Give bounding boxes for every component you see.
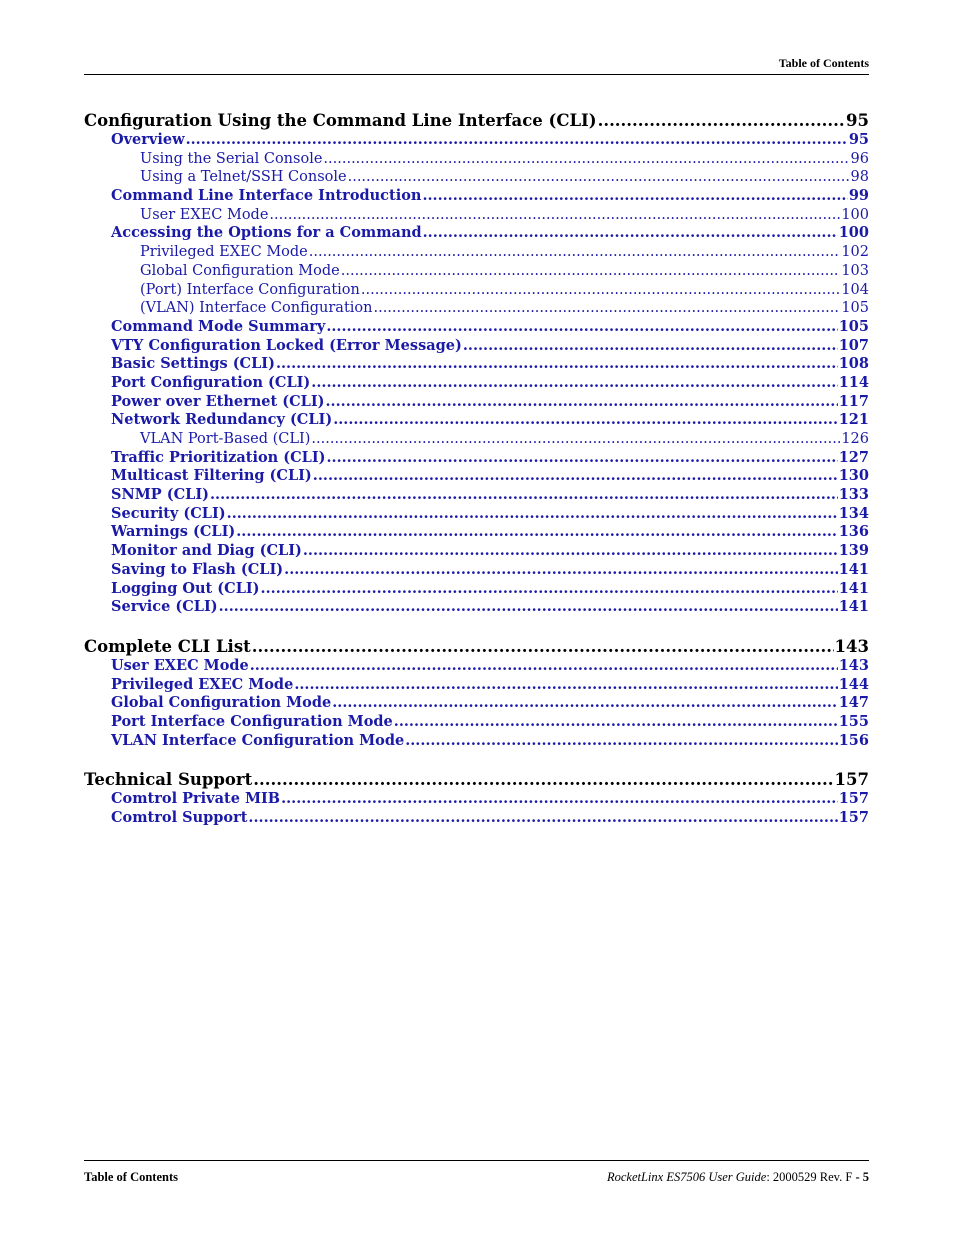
toc-entry-title[interactable]: Privileged EXEC Mode — [140, 244, 308, 261]
toc-entry-page[interactable]: 100 — [838, 224, 869, 242]
toc-section-entry[interactable] — [84, 505, 869, 524]
toc-dot-leader — [373, 299, 840, 318]
toc-section-entry[interactable] — [84, 598, 869, 617]
toc-subsection-entry[interactable] — [84, 206, 869, 225]
toc-subsection-entry[interactable] — [84, 150, 869, 169]
toc-entry-page[interactable]: 127 — [838, 448, 869, 466]
toc-entry-page[interactable]: 133 — [838, 486, 869, 504]
footer-section-label: Table of Contents — [84, 1170, 178, 1184]
toc-entry-title[interactable]: Warnings (CLI) — [111, 523, 236, 541]
toc-entry-title: Configuration Using the Command Line Interface (CLI) — [84, 111, 597, 130]
toc-dot-leader — [253, 770, 833, 790]
footer-divider — [84, 1160, 869, 1161]
toc-entry-title: Technical Support — [84, 770, 253, 790]
toc-entry-title[interactable]: Port Configuration (CLI) — [111, 373, 311, 391]
toc-entry-title[interactable]: Using a Telnet/SSH Console — [140, 169, 347, 186]
toc-entry-title[interactable]: Power over Ethernet (CLI) — [111, 392, 325, 410]
toc-entry-page[interactable]: 141 — [838, 598, 869, 616]
toc-entry-page[interactable]: 157 — [838, 809, 869, 826]
toc-entry-title[interactable]: Privileged EXEC Mode — [111, 675, 294, 693]
toc-section-entry[interactable] — [84, 561, 869, 580]
toc-dot-leader — [311, 374, 837, 393]
toc-subsection-entry[interactable] — [84, 299, 869, 318]
toc-entry-page[interactable]: 100 — [841, 206, 869, 223]
toc-entry-page[interactable]: 130 — [838, 467, 869, 485]
toc-entry-page: 143 — [834, 636, 869, 656]
toc-dot-leader — [348, 168, 850, 187]
toc-entry-page[interactable]: 98 — [850, 169, 869, 186]
toc-entry-page[interactable]: 114 — [838, 373, 869, 391]
toc-entry-page[interactable]: 139 — [838, 542, 869, 560]
toc-entry-title[interactable]: Comtrol Private MIB — [111, 790, 281, 808]
toc-dot-leader — [252, 637, 834, 657]
toc-dot-leader — [294, 676, 837, 695]
toc-section-entry[interactable] — [84, 393, 869, 412]
toc-entry-title[interactable]: Global Configuration Mode — [140, 262, 340, 279]
toc-dot-leader — [326, 449, 837, 468]
toc-dot-leader — [341, 262, 841, 281]
toc-entry-title[interactable]: Using the Serial Console — [140, 150, 323, 167]
toc-section-entry[interactable] — [84, 542, 869, 561]
toc-dot-leader — [313, 467, 838, 486]
toc-dot-leader — [598, 111, 845, 131]
toc-dot-leader — [281, 790, 838, 809]
toc-section-entry[interactable] — [84, 318, 869, 337]
toc-dot-leader — [333, 411, 838, 430]
toc-section-entry[interactable] — [84, 523, 869, 542]
toc-dot-leader — [326, 393, 838, 412]
toc-subsection-entry[interactable] — [84, 430, 869, 449]
toc-dot-leader — [261, 580, 838, 599]
toc-entry-title[interactable]: Port Interface Configuration Mode — [111, 712, 393, 730]
toc-entry-title[interactable]: VLAN Interface Configuration Mode — [111, 731, 405, 749]
toc-entry-page[interactable]: 157 — [838, 790, 869, 808]
toc-entry-title[interactable]: Multicast Filtering (CLI) — [111, 467, 312, 485]
toc-entry-page[interactable]: 143 — [838, 656, 869, 674]
toc-entry-page[interactable]: 136 — [838, 523, 869, 541]
toc-section-entry[interactable] — [84, 732, 869, 751]
toc-section-entry[interactable] — [84, 224, 869, 243]
toc-entry-title[interactable]: User EXEC Mode — [140, 206, 269, 223]
toc-entry-title: Complete CLI List — [84, 636, 251, 656]
toc-dot-leader — [326, 318, 837, 337]
toc-entry-page[interactable]: 96 — [850, 150, 869, 167]
toc-entry-title[interactable]: Network Redundancy (CLI) — [111, 411, 333, 429]
toc-entry-title[interactable]: Overview — [111, 131, 185, 148]
toc-entry-title[interactable]: (Port) Interface Configuration — [140, 281, 360, 298]
toc-entry-page[interactable]: 141 — [838, 579, 869, 597]
toc-entry-title[interactable]: Accessing the Options for a Command — [111, 224, 422, 242]
toc-dot-leader — [463, 337, 838, 356]
footer-product: RocketLinx ES7506 — [606, 1170, 706, 1184]
toc-entry-title[interactable]: Logging Out (CLI) — [111, 579, 260, 597]
toc-entry-page[interactable]: 99 — [848, 187, 869, 205]
toc-entry-page: 95 — [846, 111, 869, 130]
toc-entry-page[interactable]: 95 — [848, 131, 869, 148]
toc-entry-page[interactable]: 104 — [841, 281, 869, 298]
toc-entry-title[interactable]: Basic Settings (CLI) — [111, 355, 275, 373]
toc-entry-page[interactable]: 107 — [838, 336, 869, 354]
toc-section-entry[interactable] — [84, 694, 869, 713]
toc-section-entry[interactable] — [84, 713, 869, 732]
toc-entry-page[interactable]: 105 — [838, 317, 869, 335]
toc-chapter-entry — [84, 637, 869, 657]
toc-section-entry[interactable] — [84, 676, 869, 695]
toc-entry-page[interactable]: 156 — [838, 731, 869, 749]
toc-entry-page[interactable]: 103 — [841, 262, 869, 279]
footer-doc-rev: : 2000529 Rev. F — [766, 1170, 853, 1184]
toc-subsection-entry[interactable] — [84, 168, 869, 187]
toc-dot-leader — [248, 809, 837, 828]
toc-dot-leader — [236, 523, 837, 542]
toc-entry-page[interactable]: 141 — [838, 560, 869, 578]
toc-entry-title[interactable]: SNMP (CLI) — [111, 486, 209, 504]
toc-dot-leader — [311, 430, 840, 449]
toc-section-entry[interactable] — [84, 657, 869, 676]
toc-section-entry[interactable] — [84, 486, 869, 505]
toc-dot-leader — [227, 505, 838, 524]
toc-subsection-entry[interactable] — [84, 262, 869, 281]
toc-entry-page[interactable]: 105 — [841, 300, 869, 317]
footer-guide: User Guide — [708, 1170, 767, 1184]
toc-entry-title[interactable]: Monitor and Diag (CLI) — [111, 542, 302, 560]
toc-entry-page[interactable]: 117 — [838, 392, 869, 410]
toc-dot-leader — [332, 694, 838, 713]
toc-section-entry[interactable] — [84, 374, 869, 393]
toc-section-entry[interactable] — [84, 449, 869, 468]
toc-section-entry[interactable] — [84, 131, 869, 150]
toc-dot-leader — [323, 150, 849, 169]
toc-dot-leader — [405, 732, 838, 751]
toc-entry-title[interactable]: Traffic Prioritization (CLI) — [111, 448, 326, 466]
toc-entry-page[interactable]: 147 — [838, 694, 869, 712]
toc-entry-title[interactable]: Global Configuration Mode — [111, 694, 332, 712]
toc-dot-leader — [394, 713, 838, 732]
toc-chapter-entry — [84, 111, 869, 131]
toc-entry-title[interactable]: VLAN Port-Based (CLI) — [140, 431, 311, 447]
toc-subsection-entry[interactable] — [84, 281, 869, 300]
toc-section-entry[interactable] — [84, 790, 869, 809]
toc-dot-leader — [422, 187, 847, 206]
toc-entry-title[interactable]: (VLAN) Interface Configuration — [140, 300, 373, 317]
toc-dot-leader — [276, 355, 838, 374]
toc-entry-page[interactable]: 102 — [841, 244, 869, 261]
toc-section-entry[interactable] — [84, 187, 869, 206]
toc-dot-leader — [361, 281, 840, 300]
toc-dot-leader — [284, 561, 838, 580]
toc-dot-leader — [250, 657, 838, 676]
footer-doc-info — [607, 1170, 869, 1185]
toc-entry-page[interactable]: 121 — [838, 411, 869, 429]
toc-dot-leader — [219, 598, 838, 617]
footer-page-number: 5 — [862, 1170, 869, 1184]
toc-section-entry[interactable] — [84, 809, 869, 828]
toc-dot-leader — [186, 131, 848, 150]
toc-entry-title[interactable]: User EXEC Mode — [111, 656, 249, 674]
toc-entry-page[interactable]: 144 — [838, 675, 869, 693]
toc-section-entry[interactable] — [84, 411, 869, 430]
toc-dot-leader — [303, 542, 838, 561]
header-divider — [84, 74, 869, 75]
toc-entry-page: 157 — [834, 770, 869, 790]
toc-section-entry[interactable] — [84, 355, 869, 374]
toc-dot-leader — [309, 243, 841, 262]
toc-entry-title[interactable]: Command Line Interface Introduction — [111, 187, 422, 205]
toc-dot-leader — [210, 486, 838, 505]
toc-subsection-entry[interactable] — [84, 243, 869, 262]
toc-chapter-entry — [84, 770, 869, 790]
toc-entry-title[interactable]: Comtrol Support — [111, 809, 248, 826]
footer-separator: - — [852, 1170, 863, 1184]
toc-entry-page[interactable]: 155 — [838, 712, 869, 730]
toc-entry-page[interactable]: 126 — [841, 431, 869, 447]
table-of-contents — [84, 111, 869, 828]
running-header: Table of Contents — [778, 56, 869, 70]
toc-entry-title[interactable]: VTY Configuration Locked (Error Message) — [111, 336, 462, 354]
toc-entry-title[interactable]: Security (CLI) — [111, 504, 226, 522]
toc-entry-page[interactable]: 134 — [838, 504, 869, 522]
toc-entry-title[interactable]: Service (CLI) — [111, 598, 218, 616]
toc-dot-leader — [423, 224, 838, 243]
toc-entry-title[interactable]: Saving to Flash (CLI) — [111, 560, 284, 578]
toc-section-entry[interactable] — [84, 337, 869, 356]
toc-entry-title[interactable]: Command Mode Summary — [111, 317, 326, 335]
toc-section-entry[interactable] — [84, 467, 869, 486]
toc-section-entry[interactable] — [84, 580, 869, 599]
toc-dot-leader — [269, 206, 840, 225]
toc-entry-page[interactable]: 108 — [838, 355, 869, 373]
